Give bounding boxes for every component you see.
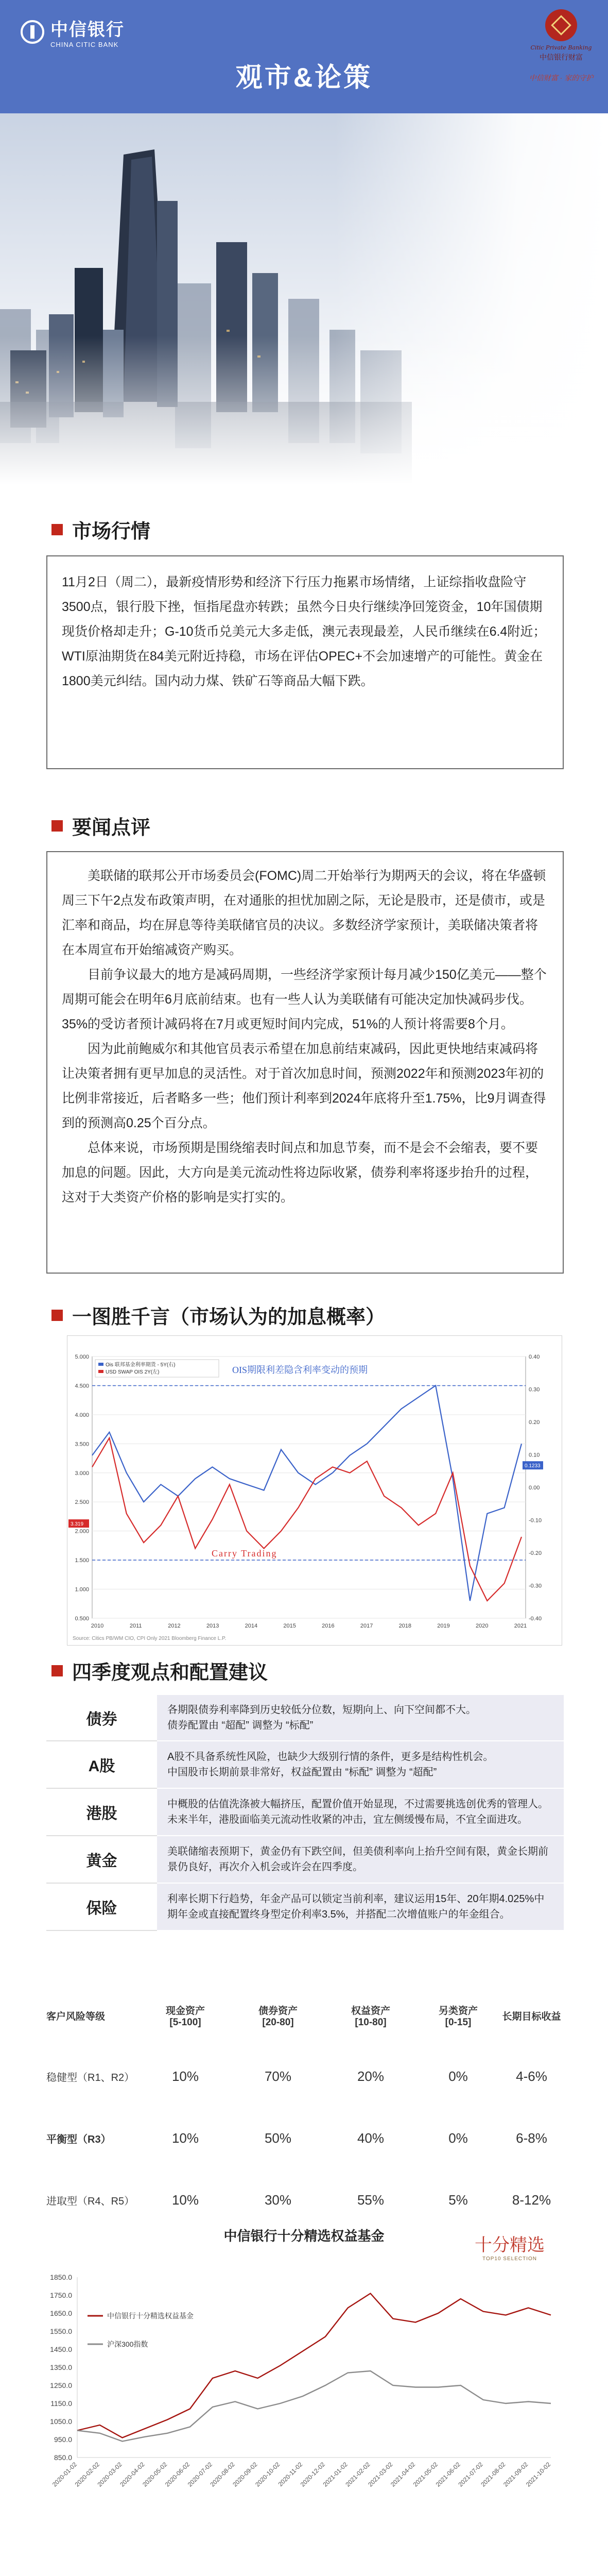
q4-asset: 保险 [46, 1884, 157, 1931]
y-tick-right: 0.40 [529, 1354, 540, 1360]
market-textbox [46, 555, 564, 769]
allocation-header: 现金资产 [5-100] [165, 2006, 205, 2028]
q4-heading: 四季度观点和配置建议 [72, 1662, 268, 1684]
q4-asset: 黄金 [46, 1836, 157, 1884]
citic-logo-icon [21, 20, 44, 44]
figure-heading: 一图胜千言（市场认为的加息概率） [72, 1307, 386, 1328]
y-tick: 1050.0 [50, 2417, 72, 2426]
y-tick-right: -0.40 [529, 1616, 542, 1622]
y-tick-right: 0.20 [529, 1419, 540, 1426]
q4-view-table [46, 1695, 564, 1931]
y-tick-left: 3.000 [75, 1470, 89, 1477]
city-skyline-image [0, 113, 608, 484]
rate-hike-chart-svg [67, 1336, 562, 1645]
allocation-cell: 55% [357, 2192, 385, 2208]
carry-annotation: Carry Trading [212, 1548, 277, 1558]
red-square-icon [51, 1310, 63, 1321]
bank-name-en: CHINA CITIC BANK [50, 41, 119, 48]
x-tick: 2020 [476, 1623, 489, 1629]
x-tick: 2015 [283, 1623, 296, 1629]
red-square-icon [51, 1665, 63, 1676]
x-tick: 2021-05-02 [411, 2461, 440, 2488]
x-tick: 2018 [398, 1623, 412, 1629]
y-tick-left: 4.500 [75, 1383, 89, 1389]
x-tick: 2021 [514, 1623, 527, 1629]
x-tick: 2021-06-02 [434, 2461, 462, 2488]
plot-area [92, 1357, 526, 1618]
y-tick-left: 3.500 [75, 1441, 89, 1448]
x-tick: 2021-10-02 [524, 2461, 552, 2488]
q4-view: 美联储缩表预期下，黄金仍有下跌空间，但美债利率向上抬升空间有限，黄金长期前景仍良好，再次介入机会或许会在四季度。 [157, 1836, 564, 1884]
commentary-paragraph: 美联储的联邦公开市场委员会(FOMC)周二开始举行为期两天的会议，将在华盛顿周三下午2点发布政策声明，在对通胀的担忧加剧之际，无论是股市，还是债市，或是汇率和商品，均在屏息等待美联储官员的决议。多数经济学家预计，美联储决策者将在本周宣布开始缩减资产购买。 [62, 869, 546, 957]
x-tick: 2020-05-02 [141, 2461, 169, 2488]
top10-mark-sub: TOP10 SELECTION [482, 2256, 537, 2262]
risk-level: 平衡型（R3） [46, 2133, 111, 2145]
figure-section-heading [51, 1301, 385, 1329]
q4-view: 各期限债券利率降到历史较低分位数，短期向上、向下空间都不大。 债券配置由 “超配” 调整为 “标配” [157, 1695, 564, 1741]
allocation-cell: 40% [357, 2130, 385, 2146]
commentary-textbox [46, 851, 564, 1274]
chart-source: Source: Citics PB/WM CIO, CPI Only 2021 Bloomberg Finance L.P. [73, 1636, 227, 1641]
rate-hike-chart [67, 1335, 562, 1646]
market-text: 11月2日（周二），最新疫情形势和经济下行压力拖累市场情绪，上证综指收盘险守3500点，银行股下挫，恒指尾盘亦转跌；虽然今日央行继续净回笼资金，10年国债期现货价格却走升；G-10货币兑美元大多走低，澳元表现最差，人民币继续在6.4附近；WTI原油期货在84美元附近持稳，市场在评估OPEC+不会加速增产的可能性。黄金在1800美元纠结。国内动力煤、铁矿石等商品大幅下跌。 [62, 575, 546, 688]
allocation-cell: 0% [448, 2130, 468, 2146]
y-tick: 1850.0 [50, 2273, 72, 2281]
allocation-header: 长期目标收益 [502, 2011, 561, 2022]
q4-row [46, 1695, 564, 1741]
fund-chart-title: 中信银行十分精选权益基金 [223, 2228, 385, 2244]
brand-slogan: 中信财富 · 家的守护 [529, 74, 594, 82]
q4-asset: 港股 [46, 1789, 157, 1836]
brand-name: 中信银行财富 [540, 53, 583, 61]
wealth-brand [525, 9, 597, 102]
y-tick: 1250.0 [50, 2381, 72, 2389]
x-tick: 2011 [129, 1623, 142, 1629]
y-tick-right: -0.30 [529, 1583, 542, 1589]
value-badge-text: 0.1233 [525, 1463, 541, 1469]
y-tick: 1750.0 [50, 2291, 72, 2299]
value-badge-text: 3.319 [71, 1521, 84, 1528]
risk-level: 稳健型（R1、R2） [46, 2072, 135, 2083]
x-tick: 2020-04-02 [118, 2461, 146, 2488]
y-tick: 1150.0 [50, 2399, 72, 2408]
red-square-icon [51, 820, 63, 832]
x-tick: 2014 [245, 1623, 258, 1629]
x-tick: 2020-12-02 [299, 2461, 327, 2488]
allocation-header: 债券资产 [20-80] [258, 2006, 298, 2028]
q4-row [46, 1789, 564, 1836]
y-tick-left: 1.000 [75, 1586, 89, 1593]
top10-mark-text: 十分精选 [475, 2235, 545, 2256]
allocation-table [46, 1986, 564, 2231]
x-tick: 2010 [91, 1623, 104, 1629]
x-tick: 2020-10-02 [254, 2461, 282, 2488]
allocation-header: 另类资产 [0-15] [438, 2006, 478, 2028]
fund-chart-svg [31, 2267, 577, 2499]
fund-series-line [77, 2371, 551, 2442]
legend-label: USD SWAP OIS 2Y(左) [106, 1369, 160, 1375]
y-tick-left: 4.000 [75, 1412, 89, 1418]
x-tick: 2021-04-02 [389, 2461, 417, 2488]
y-tick-left: 2.500 [75, 1499, 89, 1506]
x-tick: 2020-03-02 [96, 2461, 124, 2488]
x-tick: 2021-09-02 [502, 2461, 530, 2488]
top10-brand-mark [474, 2231, 546, 2262]
bank-logo [21, 15, 125, 48]
q4-view: 利率长期下行趋势，年金产品可以锁定当前利率，建议运用15年、20年期4.025%中期年金或直接配置终身型定价利率3.5%，并搭配二次增值账户的年金组合。 [157, 1884, 564, 1931]
allocation-cell: 6-8% [516, 2130, 547, 2146]
commentary-paragraph: 目前争议最大的地方是减码周期，一些经济学家预计每月减少150亿美元——整个周期可能会在明年6月底前结束。也有一些人认为美联储有可能决定加快减码步伐。35%的受访者预计减码将在7月或更短时间内完成，51%的人预计将需要8个月。 [62, 968, 547, 1031]
brand-script: Citic Private Banking [530, 44, 592, 51]
red-square-icon [51, 524, 63, 535]
allocation-row [46, 2169, 564, 2231]
y-tick-right: 0.00 [529, 1485, 540, 1491]
q4-row [46, 1741, 564, 1789]
allocation-cell: 30% [264, 2192, 292, 2208]
y-tick-right: -0.10 [529, 1517, 542, 1524]
y-tick: 1450.0 [50, 2345, 72, 2353]
allocation-header: 客户风险等级 [46, 2011, 106, 2022]
allocation-cell: 4-6% [516, 2068, 547, 2084]
x-tick: 2020-09-02 [231, 2461, 259, 2488]
risk-level: 进取型（R4、R5） [46, 2195, 135, 2207]
legend-swatch [98, 1370, 103, 1373]
x-tick: 2021-02-02 [344, 2461, 372, 2488]
commentary-paragraph: 总体来说，市场预期是围绕缩表时间点和加息节奏，而不是会不会缩表，要不要加息的问题。因此，大方向是美元流动性将边际收紧，债券利率将逐步抬升的过程，这对于大类资产价格的影响是实打实的。 [62, 1141, 538, 1205]
y-tick-right: 0.10 [529, 1452, 540, 1459]
allocation-row [46, 2045, 564, 2107]
q4-section-heading [51, 1656, 268, 1685]
allocation-cell: 50% [264, 2130, 292, 2146]
y-tick: 1350.0 [50, 2363, 72, 2371]
legend-label: 中信银行十分精选权益基金 [107, 2312, 194, 2320]
q4-view: 中概股的估值洗涤被大幅挤压，配置价值开始显现，不过需要挑选创优秀的管理人。 未来半年，港股面临美元流动性收紧的冲击，宜左侧缓慢布局，不宜全面进攻。 [157, 1789, 564, 1836]
market-section-heading [51, 515, 150, 544]
x-tick: 2016 [322, 1623, 335, 1629]
x-tick: 2019 [437, 1623, 450, 1629]
q4-asset: 债券 [46, 1695, 157, 1741]
allocation-cell: 5% [448, 2192, 468, 2208]
allocation-cell: 10% [171, 2068, 199, 2084]
q4-asset: A股 [46, 1741, 157, 1789]
bank-name-cn: 中信银行 [50, 20, 125, 40]
x-tick: 2021-07-02 [457, 2461, 484, 2488]
allocation-cell: 70% [264, 2068, 292, 2084]
q4-row [46, 1884, 564, 1931]
y-tick: 1650.0 [50, 2309, 72, 2317]
x-tick: 2021-08-02 [479, 2461, 507, 2488]
y-tick-right: 0.30 [529, 1386, 540, 1393]
allocation-cell: 10% [171, 2130, 199, 2146]
x-tick: 2020-11-02 [276, 2461, 304, 2488]
y-tick: 1550.0 [50, 2327, 72, 2335]
allocation-cell: 10% [171, 2192, 199, 2208]
y-tick-left: 5.000 [75, 1354, 89, 1360]
x-tick: 2017 [360, 1623, 373, 1629]
allocation-row [46, 2107, 564, 2169]
x-tick: 2020-06-02 [163, 2461, 192, 2488]
y-tick-left: 1.500 [75, 1557, 89, 1564]
allocation-header: 权益资产 [10-80] [351, 2006, 390, 2028]
x-tick: 2021-03-02 [367, 2461, 394, 2488]
legend-label: Ois 联邦基金利率期货 - 5Y(右) [106, 1362, 176, 1368]
market-heading: 市场行情 [72, 521, 151, 543]
commentary-paragraph: 因为此前鲍威尔和其他官员表示希望在加息前结束减码，因此更快地结束减码将让决策者拥有更早加息的灵活性。对于首次加息时间，预测2022年和预测2023年初的比例非常接近，后者略多一些；他们预计利率到2024年底将升至1.75%，比9月调查得到的预测高0.25个百分点。 [62, 1042, 546, 1130]
q4-row [46, 1836, 564, 1884]
y-tick: 850.0 [54, 2453, 72, 2462]
x-tick: 2020-01-02 [50, 2461, 79, 2488]
x-tick: 2020-08-02 [209, 2461, 236, 2488]
commentary-heading: 要闻点评 [72, 817, 151, 839]
skyline-illustration [0, 113, 608, 484]
legend-label: 沪深300指数 [107, 2340, 148, 2348]
allocation-cell: 8-12% [512, 2192, 551, 2208]
brand-seal-icon [545, 9, 577, 41]
x-tick: 2021-01-02 [321, 2461, 349, 2488]
q4-view: A股不具备系统性风险，也缺少大级别行情的条件，更多是结构性机会。 中国股市长期前景非常好，权益配置由 “标配” 调整为 “超配” [157, 1741, 564, 1789]
page-title: 观市&论策 [235, 63, 373, 93]
allocation-cell: 0% [448, 2068, 468, 2084]
x-tick: 2012 [168, 1623, 181, 1629]
x-tick: 2020-02-02 [73, 2461, 101, 2488]
allocation-cell: 20% [357, 2068, 385, 2084]
x-tick: 2020-07-02 [186, 2461, 214, 2488]
commentary-section-heading [51, 811, 150, 840]
fund-chart [31, 2267, 577, 2499]
y-tick-left: 0.500 [75, 1616, 89, 1622]
x-tick: 2013 [206, 1623, 219, 1629]
allocation-header-row [46, 1986, 564, 2045]
y-tick-right: -0.20 [529, 1550, 542, 1556]
legend-swatch [98, 1363, 103, 1366]
ois-annotation: OIS期限利差隐含利率变动的预期 [232, 1365, 368, 1375]
y-tick: 950.0 [54, 2435, 72, 2444]
y-tick-left: 2.000 [75, 1528, 89, 1535]
